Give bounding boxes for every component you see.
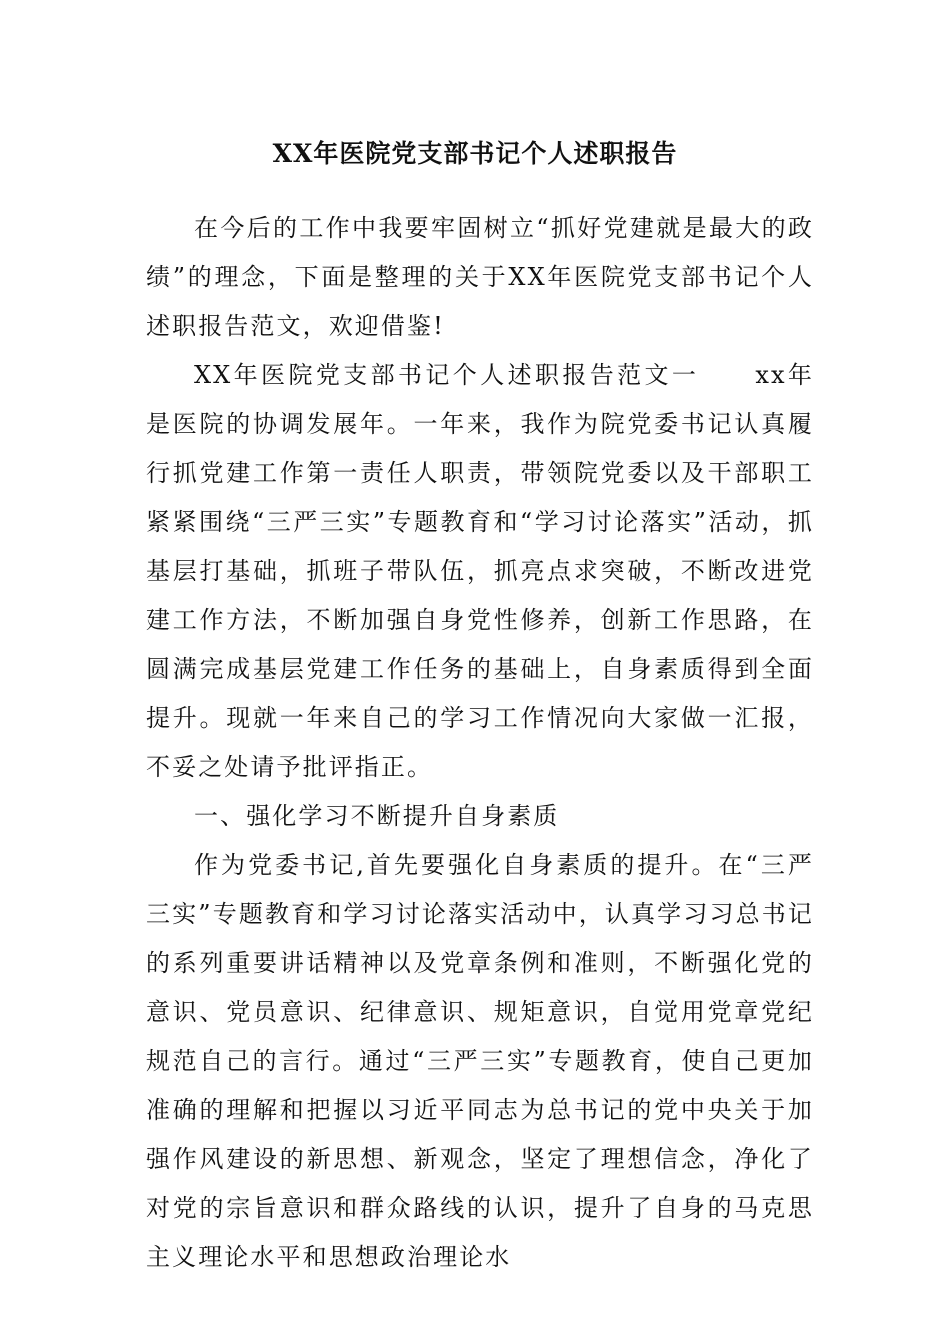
sample-paragraph: [146, 351, 814, 792]
intro-paragraph: 在今后的工作中我要牢固树立“抓好党建就是最大的政绩”的理念，下面是整理的关于XX年医院党支部书记个人述职报告范文，欢迎借鉴!: [146, 214, 814, 340]
sample-opening-text: xx年是医院的协调发展年。一年来，我作为院党委书记认真履行抓党建工作第一责任人职责，带领院党委以及干部职工紧紧围绕“三严三实”专题教育和“学习讨论落实”活动，抓基层打基础，抓班子带队伍，抓亮点求突破，不断改进党建工作方法，不断加强自身党性修养，创新工作思路，在圆满完成基层党建工作任务的基础上，自身素质得到全面提升。现就一年来自己的学习工作情况向大家做一汇报，不妥之处请予批评指正。: [146, 361, 814, 781]
document-title: XX年医院党支部书记个人述职报告: [272, 139, 678, 168]
section-paragraph: 作为党委书记,首先要强化自身素质的提升。在“三严三实”专题教育和学习讨论落实活动中，认真学习习总书记的系列重要讲话精神以及党章条例和准则，不断强化党的意识、党员意识、纪律意识、规矩意识，自觉用党章党纪规范自己的言行。通过“三严三实”专题教育，使自己更加准确的理解和把握以习近平同志为总书记的党中央关于加强作风建设的新思想、新观念，坚定了理想信念，净化了对党的宗旨意识和群众路线的认识，提升了自身的马克思主义理论水平和思想政治理论水: [146, 851, 814, 1271]
section-heading: 一、强化学习不断提升自身素质: [194, 802, 560, 830]
document-body: [146, 204, 814, 1282]
sample-heading: XX年医院党支部书记个人述职报告范文一: [194, 361, 700, 389]
